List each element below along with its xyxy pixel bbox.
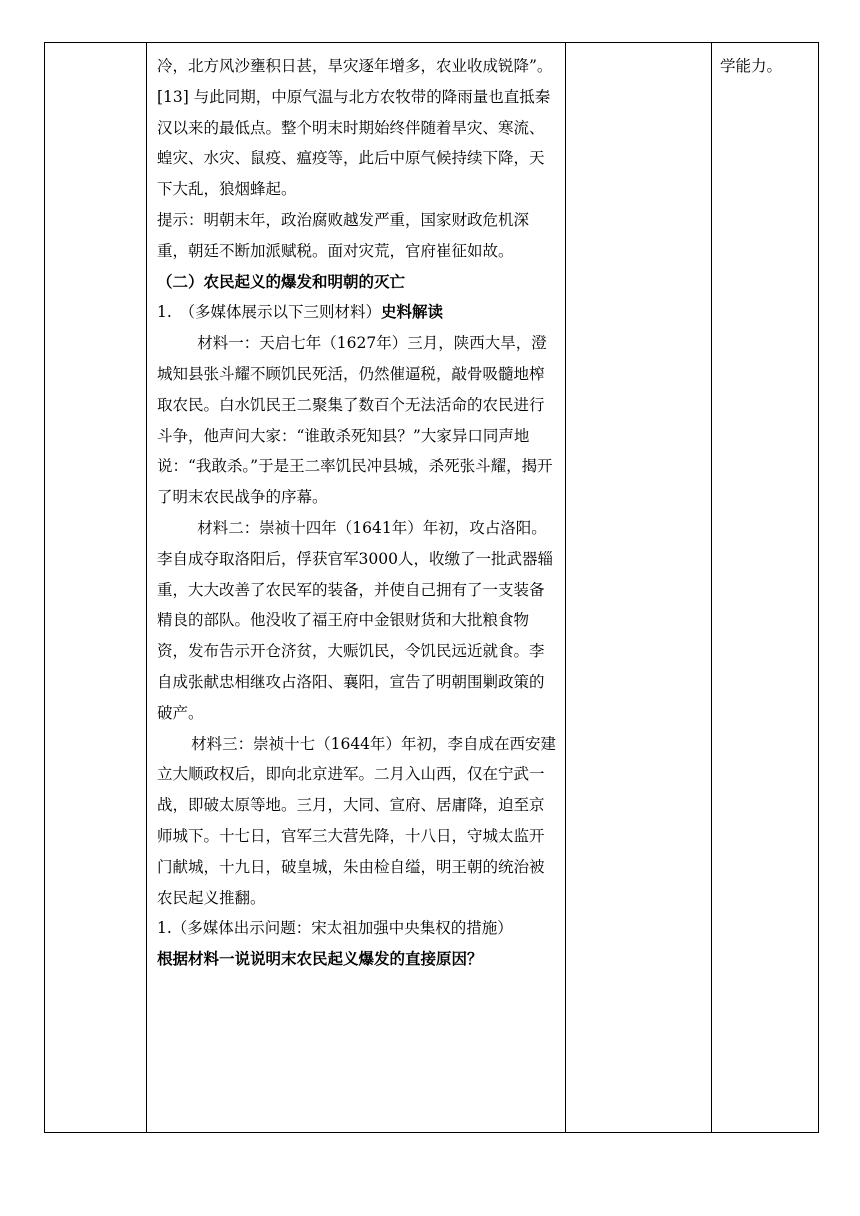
item-1-prefix: 1. （多媒体展示以下三则材料） xyxy=(157,303,382,322)
content-block xyxy=(147,43,565,975)
blank-cell xyxy=(566,43,712,1133)
item-1 xyxy=(157,297,557,328)
material-1: 材料一：天启七年（1627年）三月，陕西大旱，澄城知县张斗耀不顾饥民死活，仍然催逼税，敲骨吸髓地榨取农民。白水饥民王二聚集了数百个无法活命的农民进行斗争，他声问大家：“谁敢杀死知县？”大家异口同声地说：“我敢杀。”于是王二率饥民冲县城，杀死张斗耀，揭开了明末农民战争的序幕。 xyxy=(157,334,553,507)
lesson-table xyxy=(44,42,819,1133)
teaching-content-cell xyxy=(147,43,566,1133)
section-heading: （二）农民起义的爆发和明朝的灭亡 xyxy=(157,271,406,291)
question: 根据材料一说说明末农民起义爆发的直接原因？ xyxy=(157,949,483,969)
design-intent-cell xyxy=(712,43,819,1133)
hint-paragraph: 提示：明朝末年，政治腐败越发严重，国家财政危机深重，朝廷不断加派赋税。面对灾荒，官府崔征如故。 xyxy=(157,210,530,260)
climate-paragraph: 冷，北方风沙壅积日甚，旱灾逐年增多，农业收成锐降”。[13] 与此同期，中原气温与北方农牧带的降雨量也直抵秦汉以来的最低点。整个明末时期始终伴随着旱灾、寒流、蝗灾、水灾、鼠疫、瘟疫等，此后中原气候持续下降，天下大乱，狼烟蜂起。 xyxy=(157,57,553,199)
item-2: 1.（多媒体出示问题：宋太祖加强中央集权的措施） xyxy=(157,919,513,938)
blank-cell xyxy=(45,43,147,1133)
table-row xyxy=(45,43,819,1133)
material-3: 材料三：崇祯十七（1644年）年初，李自成在西安建立大顺政权后，即向北京进军。二月入山西，仅在宁武一战，即破太原等地。三月，大同、宣府、居庸降，迫至京师城下。十七日，官军三大营先降，十八日，守城太监开门献城，十九日，破皇城，朱由检自缢，明王朝的统治被农民起义推翻。 xyxy=(157,734,557,907)
item-1-bold: 史料解读 xyxy=(381,302,444,322)
side-text: 学能力。 xyxy=(720,57,783,75)
material-2: 材料二：崇祯十四年（1641年）年初，攻占洛阳。李自成夺取洛阳后，俘获官军3000人，收缴了一批武器辎重，大大改善了农民军的装备，并使自己拥有了一支装备精良的部队。他没收了福王府中金银财货和大批粮食物资，发布告示开仓济贫，大赈饥民，令饥民远近就食。李自成张献忠相继攻占洛阳、襄阳，宣告了明朝围剿政策的破产。 xyxy=(157,518,553,722)
